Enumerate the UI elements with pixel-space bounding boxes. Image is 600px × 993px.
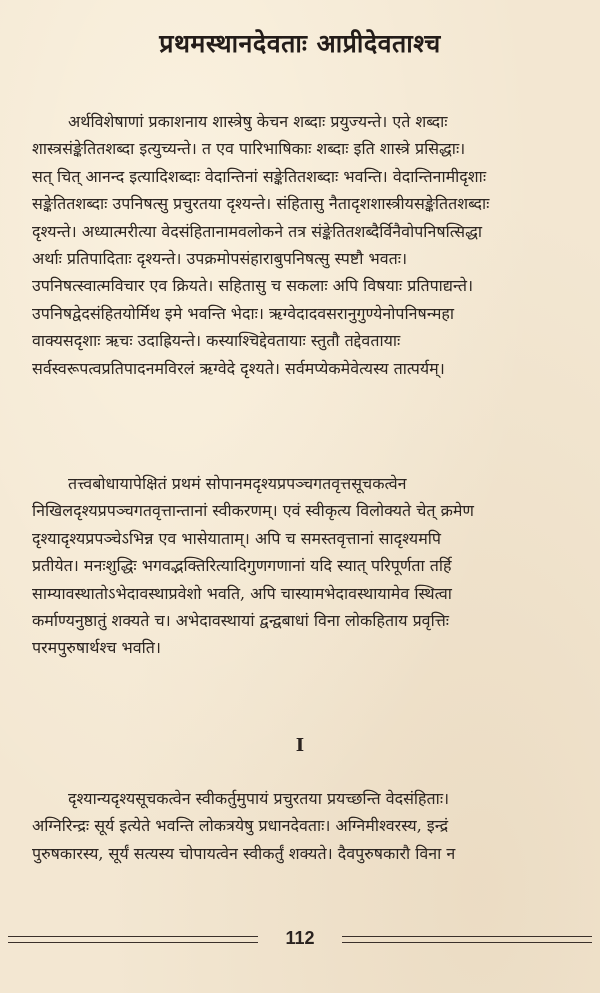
chapter-heading: प्रथमस्थानदेवताः आप्रीदेवताश्च: [159, 29, 441, 58]
text-line: शास्त्रसंङ्केतितशब्दा इत्युच्यन्ते। त एव पारिभाषिकाः शब्दाः इति शास्त्रे प्रसिद्धाः।: [32, 139, 466, 159]
text-line: अर्थाः प्रतिपादिताः दृश्यन्ते। उपक्रमोपसंहाराबुपनिषत्सु स्पष्टौ भवतः।: [32, 249, 408, 269]
text-line: दृश्यादृश्यप्रपञ्चेऽभिन्न एव भासेयाताम्। अपि च समस्तवृत्तानां सादृश्यमपि: [32, 528, 442, 548]
text-line: कर्माण्यनुष्ठातुं शक्यते च। अभेदावस्थायां द्वन्द्वबाधां विना लोकहिताय प्रवृत्तिः: [32, 611, 450, 631]
text-line: परमपुरुषार्थश्च भवति।: [32, 638, 161, 658]
paragraph-3: [32, 785, 572, 867]
text-line: निखिलदृश्यप्रपञ्चगतवृत्तान्तानां स्वीकरणम्। एवं स्वीकृत्य विलोक्यते चेत् क्रमेण: [32, 501, 474, 521]
text-line: पुरुषकारस्य, सूर्यं सत्यस्य चोपायत्वेन स्वीकर्तुं शक्यते। दैवपुरुषकारौ विना न: [32, 843, 456, 863]
text-line: तत्त्वबोधायापेक्षितं प्रथमं सोपानमदृश्यप्रपञ्चगतवृत्तसूचकत्वेन: [68, 474, 407, 493]
text-line: सर्वस्वरूपत्वप्रतिपादनमविरलं ऋग्वेदे दृश्यते। सर्वमप्येकमेवेत्यस्य तात्पर्यम्।: [32, 358, 445, 378]
text-line: प्रतीयेत। मनःशुद्धिः भगवद्भक्तिरित्यादिगुणगणानां यदि स्यात् परिपूर्णता तर्हि: [32, 556, 452, 576]
text-line: वाक्यसदृशाः ऋचः उदाह्रियन्ते। कस्याश्चिद्देवतायाः स्तुतौ तद्देवतायाः: [32, 331, 401, 351]
footer-rule: [8, 942, 258, 943]
text-line: दृश्यन्ते। अध्यात्मरीत्या वेदसंहितानामवलोकने तत्र संङ्केतितशब्दैर्विनैवोपनिषत्सिद्धा: [32, 221, 483, 241]
footer-rule: [8, 936, 258, 937]
text-line: सत् चित् आनन्द इत्यादिशब्दाः वेदान्तिनां सङ्केतितशब्दाः भवन्ति। वेदान्तिनामीदृशाः: [32, 166, 487, 186]
text-line: साम्यावस्थातोऽभेदावस्थाप्रवेशो भवति, अपि चास्यामभेदावस्थायामेव स्थित्वा: [32, 583, 452, 603]
text-line: सङ्केतितशब्दाः उपनिषत्सु प्रचुरतया दृश्यन्ते। संहितासु नैतादृशशास्त्रीयसङ्केतितशब्दाः: [32, 194, 490, 214]
footer-rule: [342, 936, 592, 937]
text-line: दृश्यान्यदृश्यसूचकत्वेन स्वीकर्तुमुपायं प्रचुरतया प्रयच्छन्ति वेदसंहिताः।: [68, 789, 450, 808]
section-numeral: I: [295, 735, 305, 756]
paragraph-2: [32, 470, 572, 662]
text-line: उपनिषत्स्वात्मविचार एव क्रियते। सहितासु च सकलाः अपि विषयाः प्रतिपाद्यन्ते।: [32, 276, 474, 296]
text-line: उपनिषद्वेदसंहितयोर्मिथ इमे भवन्ति भेदाः। ऋग्वेदादवसरानुगुण्येनोपनिषन्महा: [32, 303, 455, 323]
paragraph-1: [32, 108, 572, 382]
footer-rule: [342, 942, 592, 943]
text-line: अग्निरिन्द्रः सूर्य इत्येते भवन्ति लोकत्रयेषु प्रधानदेवताः। अग्निमीश्वरस्य, इन्द्रं: [32, 816, 449, 836]
text-line: अर्थविशेषाणां प्रकाशनाय शास्त्रेषु केचन शब्दाः प्रयुज्यन्ते। एते शब्दाः: [68, 112, 448, 131]
page-number: 112: [285, 928, 315, 948]
page-footer: [8, 928, 592, 952]
